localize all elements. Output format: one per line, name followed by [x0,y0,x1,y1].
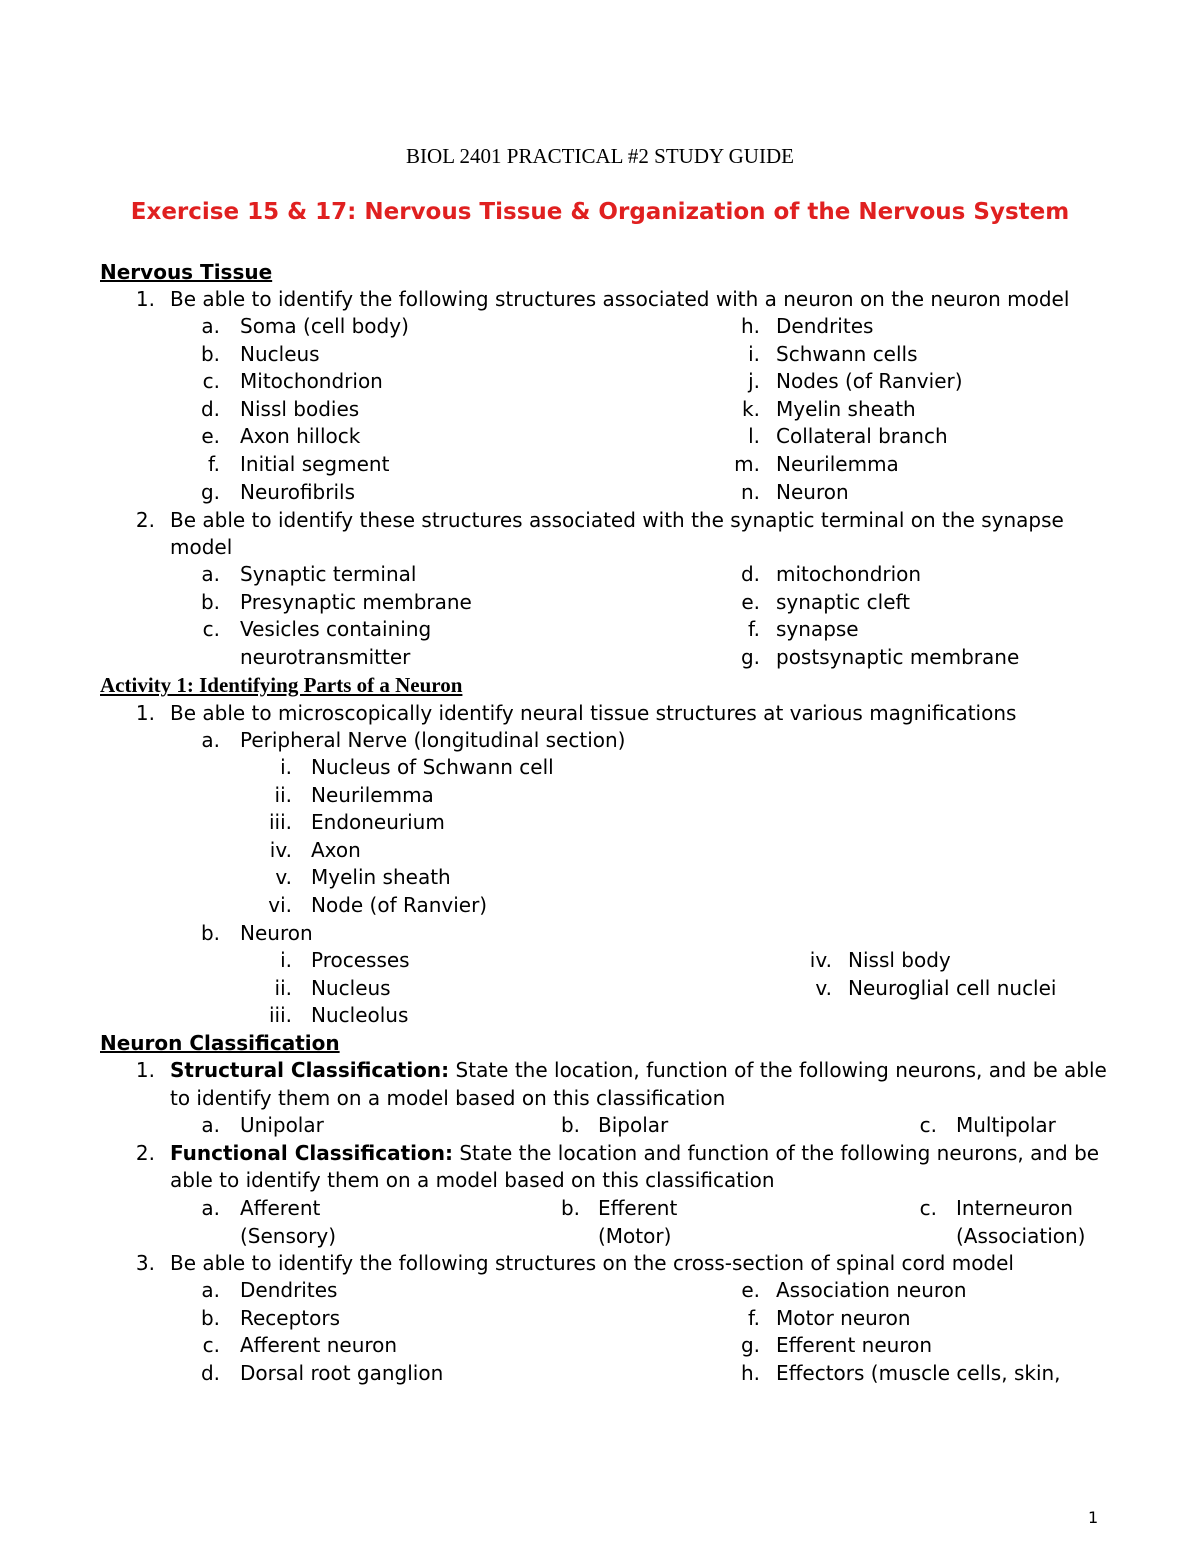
list-marker: m. [734,452,760,476]
functional-classification-label: Functional Classification: [170,1141,453,1165]
list-marker: g. [200,479,220,504]
list-item-subtitle: (Association) [956,1223,1086,1248]
list-marker: vi. [268,893,292,917]
list-marker: iii. [268,810,292,835]
list-number: 2. [135,508,155,532]
list-marker: c. [202,369,220,394]
subheading-neuron: Neuron [240,921,313,945]
list-marker: j. [748,369,760,394]
list-marker: e. [741,1278,760,1302]
list-item: Neurilemma [311,782,434,807]
list-item: Vesicles containing [240,617,432,642]
structural-classification-text: State the location, function of the following neurons, and be able [449,1058,1107,1082]
list-item: Collateral branch [776,424,948,449]
list-item: Dendrites [240,1278,338,1302]
section-heading-neuron-classification: Neuron Classification [100,1031,340,1055]
list-marker: v. [275,865,292,890]
list-number: 1. [135,287,155,311]
list-item: Effectors (muscle cells, skin, [776,1360,1061,1385]
list-item: postsynaptic membrane [776,644,1020,669]
list-item: Nissl body [848,948,951,972]
list-marker: g. [740,1333,760,1358]
list-marker: ii. [274,782,292,807]
list-item: Myelin sheath [311,865,451,890]
list-item: Multipolar [956,1113,1056,1137]
list-number: 1. [135,701,155,725]
list-item: synaptic cleft [776,589,911,614]
section-heading-activity-1: Activity 1: Identifying Parts of a Neuron [100,673,463,697]
list-item: Afferent [240,1196,321,1220]
list-marker: c. [919,1196,937,1220]
list-marker: k. [742,396,760,421]
list-marker: h. [740,1360,760,1385]
question-text [170,1056,1107,1084]
list-item: Efferent [598,1196,678,1220]
exercise-heading: Exercise 15 & 17: Nervous Tissue & Organization of the Nervous System [130,199,1070,225]
list-item: Afferent neuron [240,1333,398,1358]
functional-classification-text: State the location and function of the following neurons, and be [452,1141,1100,1165]
list-marker: b. [200,341,220,366]
list-item-subtitle: (Motor) [598,1223,672,1248]
list-item: Schwann cells [776,341,918,366]
list-marker: d. [200,396,220,421]
question-text: Be able to identify the following structures associated with a neuron on the neuron model [170,287,1070,311]
question-text [170,1139,1099,1167]
list-item: Dorsal root ganglion [240,1360,444,1385]
list-item: Axon [311,837,361,862]
list-item: Neuron [776,479,849,504]
list-item: Efferent neuron [776,1333,933,1358]
list-item-subtitle: (Sensory) [240,1223,336,1248]
list-item: Processes [311,948,410,972]
list-item: Synaptic terminal [240,562,417,586]
list-marker: iv. [809,948,832,972]
list-item: Neurilemma [776,452,899,476]
list-number: 1. [135,1058,155,1082]
list-marker: i. [280,755,292,779]
list-marker: d. [200,1360,220,1385]
list-marker: a. [201,1113,220,1137]
list-marker: b. [200,589,220,614]
list-item: Unipolar [240,1113,324,1137]
list-item: Bipolar [598,1113,669,1137]
section-heading-nervous-tissue: Nervous Tissue [100,260,273,284]
list-number: 2. [135,1141,155,1165]
question-text: Be able to identify these structures associated with the synaptic terminal on the synapse [170,508,1064,532]
list-marker: l. [748,424,760,449]
list-item: Node (of Ranvier) [311,893,488,917]
list-item: Neurofibrils [240,479,356,504]
list-item: Receptors [240,1305,341,1330]
list-marker: iv. [269,837,292,862]
question-text: Be able to identify the following structures on the cross-section of spinal cord model [170,1251,1014,1275]
list-item: Association neuron [776,1278,967,1302]
subheading-peripheral-nerve: Peripheral Nerve (longitudinal section) [240,728,626,752]
list-item: Presynaptic membrane [240,589,472,614]
list-item: Nucleus [240,341,320,366]
list-marker: e. [201,424,220,449]
list-item: Nodes (of Ranvier) [776,369,963,394]
document-title: BIOL 2401 PRACTICAL #2 STUDY GUIDE [406,144,794,168]
list-marker: b. [200,1305,220,1330]
list-marker: a. [201,562,220,586]
list-marker: b. [560,1113,580,1137]
question-text-continued: able to identify them on a model based on this classification [170,1168,775,1192]
list-marker: v. [815,975,832,1000]
list-item: synapse [776,617,859,642]
list-marker: h. [740,314,760,338]
list-item: Mitochondrion [240,369,383,394]
list-item: Myelin sheath [776,396,916,421]
list-marker: c. [919,1113,937,1137]
list-marker: c. [202,617,220,642]
list-letter: b. [200,921,220,945]
list-item: Nucleolus [311,1003,409,1028]
question-text: Be able to microscopically identify neural tissue structures at various magnifications [170,701,1017,725]
list-marker: c. [202,1333,220,1358]
list-item: Nucleus of Schwann cell [311,755,554,779]
list-marker: a. [201,1278,220,1302]
question-text-continued: model [170,535,233,559]
list-item: Motor neuron [776,1305,911,1330]
list-marker: iii. [268,1003,292,1028]
page-number: 1 [1088,1508,1099,1527]
list-marker: a. [201,314,220,338]
list-item: Initial segment [240,452,390,476]
list-letter: a. [201,728,220,752]
list-item: Soma (cell body) [240,314,409,338]
list-marker: f. [208,452,220,476]
list-marker: f. [748,617,760,642]
list-marker: n. [740,479,760,504]
list-item: Neuroglial cell nuclei [848,975,1057,1000]
list-marker: i. [748,341,760,366]
list-marker: f. [748,1305,760,1330]
list-marker: e. [741,589,760,614]
list-item: Axon hillock [240,424,361,449]
list-item: Endoneurium [311,810,445,835]
list-item: Nissl bodies [240,396,360,421]
list-number: 3. [135,1251,155,1275]
list-item: mitochondrion [776,562,922,586]
list-item: Dendrites [776,314,874,338]
list-marker: i. [280,948,292,972]
list-item: Nucleus [311,975,391,1000]
list-marker: b. [560,1196,580,1220]
list-marker: ii. [274,975,292,1000]
structural-classification-label: Structural Classification: [170,1058,450,1082]
question-text-continued: to identify them on a model based on this classification [170,1086,726,1110]
list-item: Interneuron [956,1196,1073,1220]
list-marker: a. [201,1196,220,1220]
list-marker: g. [740,644,760,669]
list-item: neurotransmitter [240,644,411,669]
list-marker: d. [740,562,760,586]
